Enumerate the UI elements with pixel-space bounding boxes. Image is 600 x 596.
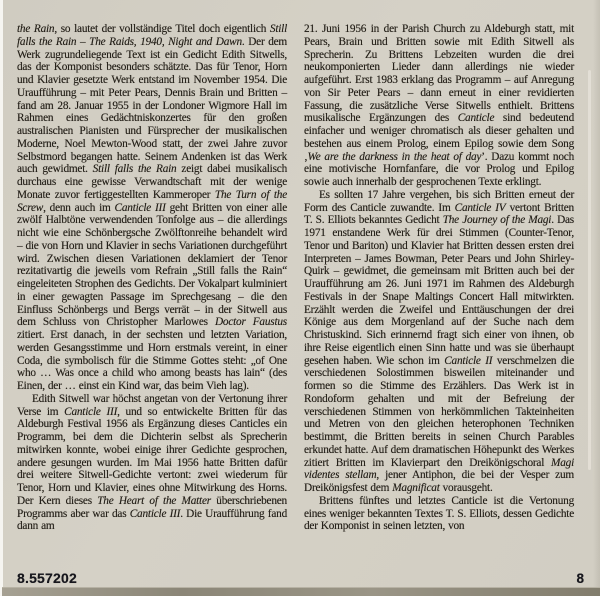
text-segment: , und so entwickelte Britten für das Aldeburgh Festival 1956 als Ergänzung dieses Canticles ein Programm, bei dem die Dichterin selbst als Sprecherin mitwirken konnte, wobei einige ihrer Gedichte gesprochen, andere gesungen wurden. Im Mai 1956 hatte Britten dafür drei weitere Sitwell-Gedichte vertont: zwei wiederum für Tenor, Horn und Klavier, eines ohne Mitwirkung des Horns. Der Kern dieses [17, 405, 287, 507]
text-segment: 21. Juni 1956 in der Parish Church zu Aldeburgh statt, mit Pears, Brain und Britten sowie mit Edith Sitwell als Sprecherin. Zu Brittens Lebzeiten wurden die drei neukomponierten Lieder dann allerdings nie wieder aufgeführt. Erst 1983 erklang das Programm – auf Anregung von Sir Peter Pears – dann erneut in einer revidierten Fassung, die zusätzliche Verse Sitwells enthielt. Brittens musikalische Ergänzungen des [304, 23, 574, 125]
page-curvature-highlight [588, 70, 591, 470]
text-segment: , jener Antiphon, die bei der Vesper zum Dreikönigsfest dem [304, 469, 574, 494]
text-segment: . Die Uraufführung fand dann am [17, 507, 287, 533]
italic-text-segment: Canticle III [114, 201, 166, 214]
italic-text-segment: We are the darkness in the heat of day [307, 150, 482, 163]
text-segment: zitiert. Erst danach, in der sechsten und letzten Variation, werden Gesangsstimme und Horn erstmals vereint, in einer Coda, die symbolisch für die Stimme Gottes steht: „of One who … Was once a child who among beasts has lain“ (des Einen, der … einst ein Kind war, das beim Vieh lag). [17, 329, 287, 392]
italic-text-segment: The Journey of the Magi [442, 214, 552, 227]
text-segment: . Das 1971 enstandene Werk für drei Stimmen (Counter-Tenor, Tenor und Bariton) und Klavier hat Britten dessen ersten drei Interpreten – James Bowman, Peter Pears und John Shirley-Quirk – gewidmet, die gemeinsam mit Britten auch bei der Uraufführung am 26. Juni 1971 im Rahmen des Aldeburgh Festivals in der Snape Maltings Concert Hall mitwirkten. Erzählt werden die Zweifel und Enttäuschungen der drei Könige aus dem Morgenland auf der Suche nach dem Christuskind. Sich erinnernd fragt sich einer von ihnen, ob ihre Reise eigentlich einen Sinn hatte und was sie überhaupt gesehen haben. Wie schon im [304, 214, 574, 367]
text-segment: Brittens fünftes und letztes Canticle ist die Vertonung eines weniger bekannten Textes T. S. Elliots, dessen Gedichte der Komponist in seinen letzten, von [304, 494, 574, 533]
italic-text-segment: The Turn of the Screw [17, 188, 287, 214]
italic-text-segment: Still falls the Rain [92, 163, 177, 176]
text-segment: , denn auch im [43, 201, 115, 214]
page-bottom-shadow [2, 587, 600, 596]
text-segment: Es sollten 17 Jahre vergehen, bis sich Britten erneut der Form des Canticle zuwandte. Im [304, 188, 574, 214]
italic-text-segment: the Rain [17, 23, 55, 35]
paragraph [17, 23, 287, 393]
italic-text-segment: Doctor Faustus [214, 316, 287, 329]
text-segment: ’. Dazu kommt noch eine motivische Hornfanfare, die vor Prolog und Epilog sowie auch innerhalb der gesprochenen Texte erklingt. [304, 150, 575, 188]
italic-text-segment: Canticle IV [454, 201, 506, 214]
italic-text-segment: The Heart of the Matter [97, 494, 211, 507]
page-right-edge-shade [593, 0, 600, 596]
text-segment: überschriebenen Programms aber war das [17, 494, 287, 520]
paragraph [17, 393, 287, 533]
text-segment: . Der dem Werk zugrundeliegende Text ist ein Gedicht Edith Sitwells, das der Komponist besonders schätzte. Das für Tenor, Horn und Klavier gesetzte Werk entstand im November 1954. Die Uraufführung – mit Peter Pears, Dennis Brain und Britten – fand am 28. Januar 1955 in der Londoner Wigmore Hall im Rahmen eines Gedächtniskonzertes für den großen australischen Pianisten und Fürsprecher der musikalischen Moderne, Noel Mewton-Wood statt, der zwei Jahre zuvor Selbstmord begangen hatte. Seinem Andenken ist das Werk auch gewidmet. [17, 35, 287, 176]
italic-text-segment: Magi videntes stellam [304, 456, 574, 482]
text-segment: vorausgeht. [439, 482, 493, 494]
page-number: 8 [576, 571, 584, 586]
text-segment: verschmelzen die verschiedenen Solostimmen bisweilen miteinander und formen so die Stimme des Erzählers. Das Werk ist in Rondoform gehalten und mit der Befreiung der verschiedenen Stimmen von herkömmlichen Takteinheiten und Metren von den gleichen heterophonen Techniken bestimmt, die Britten bereits in seinen Church Parables erkundet hatte. Auf dem dramatischen Höhepunkt des Werkes zitiert Britten im Klavierpart den Dreikönigschoral [304, 354, 574, 469]
italic-text-segment: Canticle [457, 112, 495, 125]
paragraph [304, 23, 574, 189]
text-segment: Edith Sitwell war höchst angetan von der Vertonung ihrer Verse im [17, 392, 287, 418]
text-segment: vertont Britten T. S. Elliots bekanntes Gedicht [304, 201, 574, 227]
paragraph [304, 495, 574, 533]
italic-text-segment: Canticle III [64, 405, 118, 418]
text-segment: zeigt dabei musikalisch durchaus eine gewisse Verwandtschaft mit der wenige Monate zuvor fertiggestellten Kammeroper [17, 163, 287, 201]
text-segment: , so lautet der vollständige Titel doch eigentlich [54, 23, 270, 35]
article-text [17, 23, 574, 533]
right-column [304, 23, 574, 533]
italic-text-segment: Magnificat [392, 482, 440, 494]
italic-text-segment: Canticle III [129, 507, 181, 520]
page-left-edge [0, 0, 3, 596]
paragraph [304, 189, 574, 495]
text-segment: sind bedeutend einfacher und weniger chromatisch als dieser gehalten und bestehen aus einem Prolog, einem Epilog sowie dem Song ‚ [304, 112, 575, 163]
left-column [17, 23, 287, 533]
italic-text-segment: Still falls the Rain – The Raids, 1940, Night and Dawn [17, 23, 287, 48]
italic-text-segment: Canticle II [444, 354, 493, 367]
catalog-number: 8.557202 [17, 570, 77, 586]
text-segment: geht Britten von einer alle zwölf Halbtöne verwendenden Tonfolge aus – die allerdings nicht wie eine Schönbergsche Zwölftonreihe behandelt wird – die von Horn und Klavier in sechs Variationen durchgeführt wird. Zwischen diesen Variationen deklamiert der Tenor rezitativartig die jeweils vom Refrain „Still falls the Rain“ eingeleiteten Strophen des Gedichts. Der Vokalpart kulminiert in einer gewagten Passage im Sprechgesang – die den Einfluss Schönbergs und Bergs verrät – in der Sitwell aus dem Schluss von Christopher Marlowes [17, 201, 287, 329]
